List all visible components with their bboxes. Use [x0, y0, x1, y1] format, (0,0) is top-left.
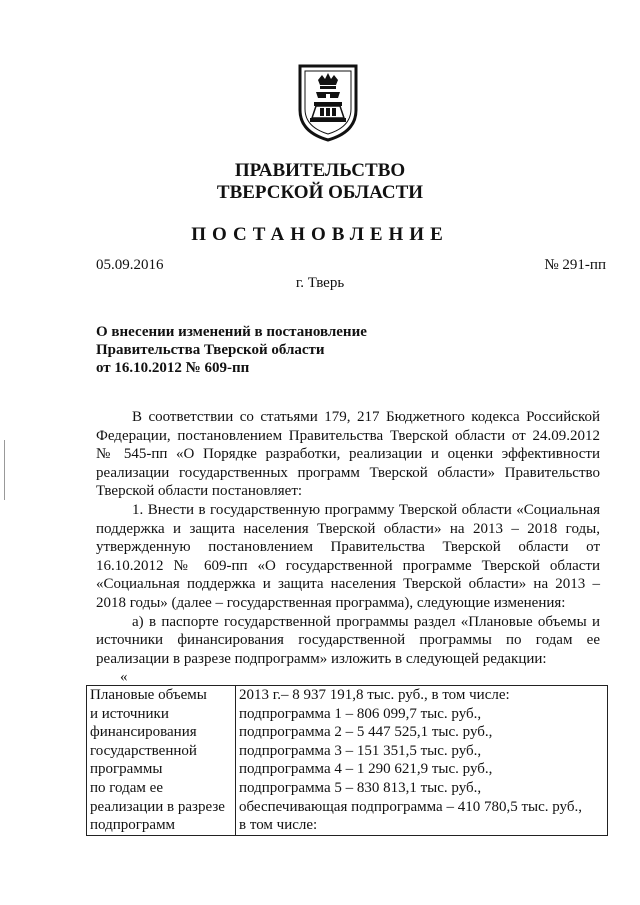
label-line: программы	[90, 761, 163, 778]
value-line: подпрограмма 1 – 806 099,7 тыс. руб.,	[239, 705, 482, 722]
value-line: 2013 г.– 8 937 191,8 тыс. руб., в том числе:	[239, 687, 510, 703]
opening-quote-mark: «	[120, 669, 128, 685]
government-name-line-1: ПРАВИТЕЛЬСТВО	[234, 160, 406, 181]
label-line: по годам ее	[90, 779, 163, 796]
government-name-line-2: ТВЕРСКОЙ ОБЛАСТИ	[216, 182, 424, 203]
document-type: ПОСТАНОВЛЕНИЕ	[191, 224, 449, 245]
value-line: в том числе:	[239, 817, 318, 834]
government-title	[0, 160, 640, 204]
document-date: 05.09.2016	[96, 257, 164, 273]
document-number: № 291-пп	[544, 257, 606, 273]
subject-line-3: от 16.10.2012 № 609-пп	[96, 360, 250, 376]
label-line: Плановые объемы	[90, 687, 207, 703]
coat-of-arms-icon	[296, 62, 360, 142]
value-line: подпрограмма 5 – 830 813,1 тыс. руб.,	[239, 779, 482, 796]
subject-line-1: О внесении изменений в постановление	[96, 324, 367, 340]
label-line: реализации в разрезе	[90, 798, 225, 815]
value-line: обеспечивающая подпрограмма – 410 780,5 тыс. руб.,	[239, 798, 582, 815]
body-paragraph-1: В соответствии со статьями 179, 217 Бюджетного кодекса Российской Федерации, постановлением Правительства Тверской области от 24.09.2012 № 545-пп «О Порядке разработки, реализации и оценки эффективности реализации государственных программ Тверской области» Правительство Тверской области постановляет:	[96, 409, 600, 500]
label-line: подпрограмм	[90, 817, 176, 834]
document-subject	[96, 323, 367, 377]
scan-margin-mark	[4, 440, 5, 500]
program-passport-table	[86, 685, 608, 836]
value-line: подпрограмма 3 – 151 351,5 тыс. руб.,	[239, 742, 482, 759]
document-body	[96, 408, 600, 668]
value-line: подпрограмма 2 – 5 447 525,1 тыс. руб.,	[239, 724, 493, 741]
label-line: и источники	[90, 705, 169, 722]
body-paragraph-3: а) в паспорте государственной программы раздел «Плановые объемы и источники финансирования государственной программы по годам ее реализации в разрезе подпрограмм» изложить в следующей редакции:	[96, 613, 600, 667]
body-paragraph-2: 1. Внести в государственную программу Тверской области «Социальная поддержка и защита населения Тверской области» на 2013 – 2018 годы, утвержденную постановлением Правительства Тверской области от 16.10.2012 № 609-пп «О государственной программе Тверской области «Социальная поддержка и защита населения Тверской области» на 2013 – 2018 годы» (далее – государственная программа), следующие изменения:	[96, 501, 600, 611]
passport-section-label	[87, 686, 236, 836]
value-line: подпрограмма 4 – 1 290 621,9 тыс. руб.,	[239, 761, 493, 778]
label-line: финансирования	[90, 724, 197, 741]
passport-section-value	[236, 686, 608, 836]
document-city: г. Тверь	[295, 275, 345, 291]
label-line: государственной	[90, 742, 197, 759]
subject-line-2: Правительства Тверской области	[96, 342, 325, 358]
table-row	[87, 686, 608, 836]
